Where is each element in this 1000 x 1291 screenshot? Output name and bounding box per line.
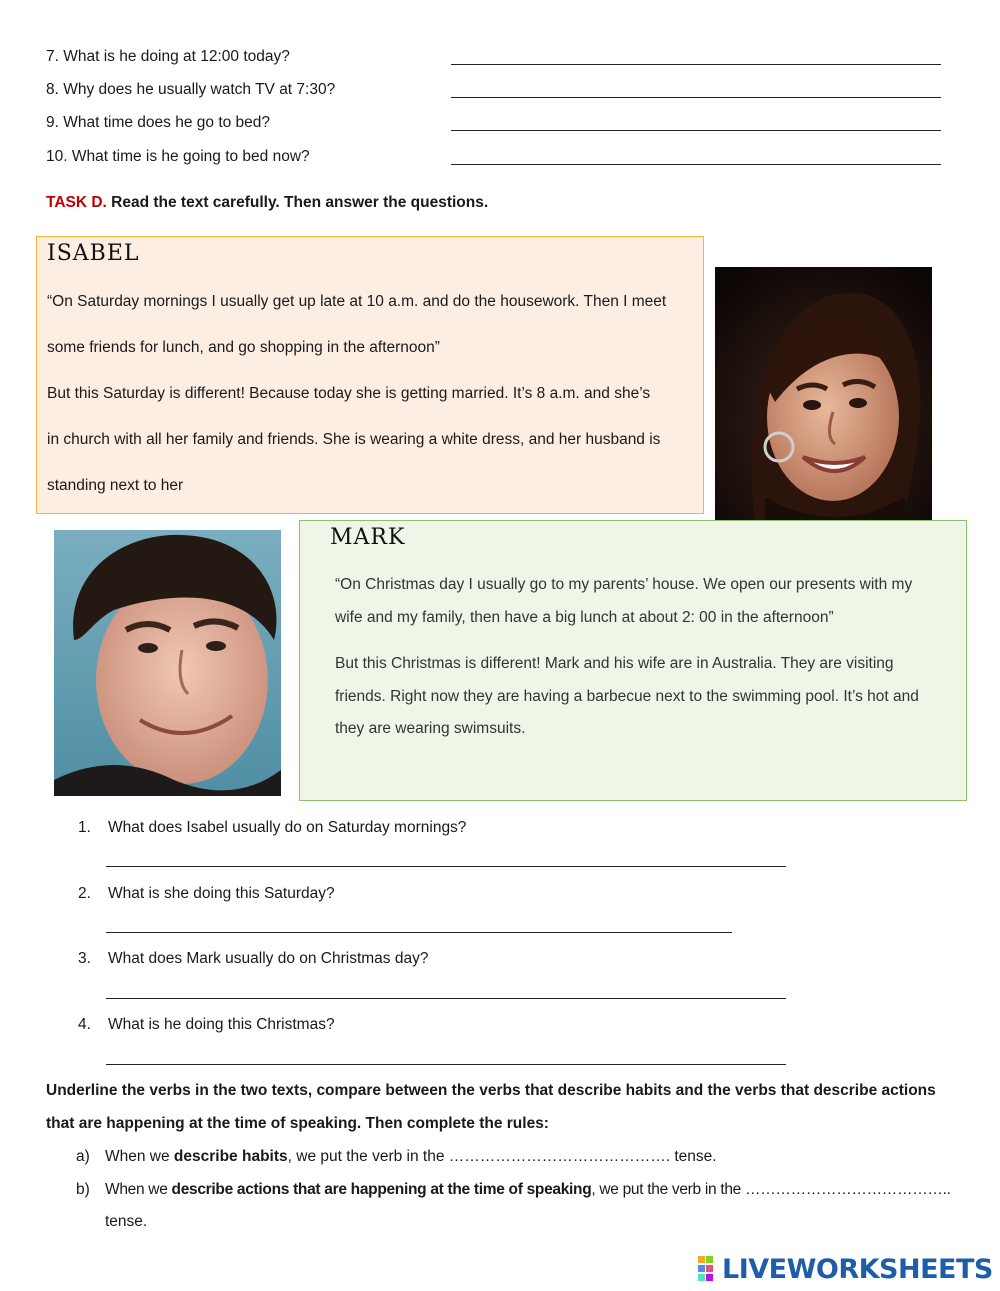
question-8: 8. Why does he usually watch TV at 7:30? (46, 81, 336, 98)
mark-line-4: friends. Right now they are having a barbecue next to the swimming pool. It’s hot and (335, 687, 919, 705)
question-1-number: 1. (78, 819, 91, 836)
rules-instruction-line-2: that are happening at the time of speaking. Then complete the rules: (46, 1115, 549, 1132)
question-2-text: What is she doing this Saturday? (108, 885, 335, 902)
answer-line-2[interactable] (106, 932, 732, 933)
mark-paragraph-2 (335, 648, 955, 746)
question-10: 10. What time is he going to bed now? (46, 148, 310, 165)
rule-a-post: , we put the verb in the ……………………………………. tense. (287, 1148, 717, 1165)
mark-line-1: “On Christmas day I usually go to my parents’ house. We open our presents with my (335, 576, 913, 593)
question-4-number: 4. (78, 1016, 91, 1033)
isabel-line-1: “On Saturday mornings I usually get up late at 10 a.m. and do the housework. Then I meet (47, 293, 667, 310)
isabel-text-box (36, 236, 704, 514)
rule-a (76, 1148, 717, 1166)
isabel-line-5: standing next to her (47, 477, 184, 494)
isabel-line-3: But this Saturday is different! Because today she is getting married. It’s 8 a.m. and she’s (47, 385, 651, 402)
mark-text-box (299, 520, 967, 801)
question-1-text: What does Isabel usually do on Saturday mornings? (108, 819, 467, 836)
rules-instruction-line-1: Underline the verbs in the two texts, compare between the verbs that describe habits and the verbs that describe actions (46, 1082, 936, 1099)
question-3 (78, 950, 428, 968)
rule-b (76, 1181, 976, 1199)
rule-a-bold: describe habits (173, 1148, 288, 1165)
isabel-line-2: some friends for lunch, and go shopping in the afternoon” (47, 339, 440, 356)
rule-a-pre: When we (105, 1148, 174, 1165)
mark-name: MARK (330, 525, 406, 550)
answer-line-9[interactable] (451, 130, 941, 131)
rule-b-letter: b) (76, 1181, 90, 1198)
rule-b-continuation: tense. (105, 1213, 148, 1230)
rules-instruction (46, 1074, 966, 1140)
question-4 (78, 1016, 335, 1034)
answer-line-10[interactable] (451, 164, 941, 165)
isabel-paragraph (47, 279, 707, 509)
task-d-heading (46, 194, 488, 212)
mark-line-5: they are wearing swimsuits. (335, 720, 526, 737)
question-1 (78, 819, 466, 837)
answer-line-3[interactable] (106, 998, 786, 999)
answer-line-4[interactable] (106, 1064, 786, 1065)
task-d-label: TASK D. (46, 194, 107, 211)
task-d-instruction: Read the text carefully. Then answer the questions. (111, 194, 489, 211)
answer-line-7[interactable] (451, 64, 941, 65)
question-3-number: 3. (78, 950, 91, 967)
liveworksheets-logo-text: LIVEWORKSHEETS (722, 1253, 993, 1285)
isabel-name: ISABEL (47, 241, 140, 266)
rule-b-pre: When we (105, 1181, 172, 1198)
liveworksheets-logo (698, 1254, 993, 1284)
question-9: 9. What time does he go to bed? (46, 114, 271, 131)
question-2 (78, 885, 335, 903)
question-3-text: What does Mark usually do on Christmas day? (108, 950, 429, 967)
rule-b-bold: describe actions that are happening at the time of speaking (171, 1181, 592, 1198)
mark-paragraph-1 (335, 569, 955, 634)
question-7: 7. What is he doing at 12:00 today? (46, 48, 290, 65)
mark-photo (54, 530, 281, 796)
mark-line-2: wife and my family, then have a big lunch at about 2: 00 in the afternoon” (335, 608, 834, 626)
rule-a-letter: a) (76, 1148, 90, 1165)
liveworksheets-logo-icon (698, 1256, 722, 1282)
question-4-text: What is he doing this Christmas? (108, 1016, 335, 1033)
answer-line-8[interactable] (451, 97, 941, 98)
question-2-number: 2. (78, 885, 91, 902)
mark-line-3: But this Christmas is different! Mark and his wife are in Australia. They are visiting (335, 655, 894, 672)
isabel-photo (715, 267, 932, 523)
answer-line-1[interactable] (106, 866, 786, 867)
rule-b-post: , we put the verb in the ………………………………….. (591, 1181, 951, 1198)
isabel-line-4: in church with all her family and friends. She is wearing a white dress, and her husband is (47, 431, 661, 448)
